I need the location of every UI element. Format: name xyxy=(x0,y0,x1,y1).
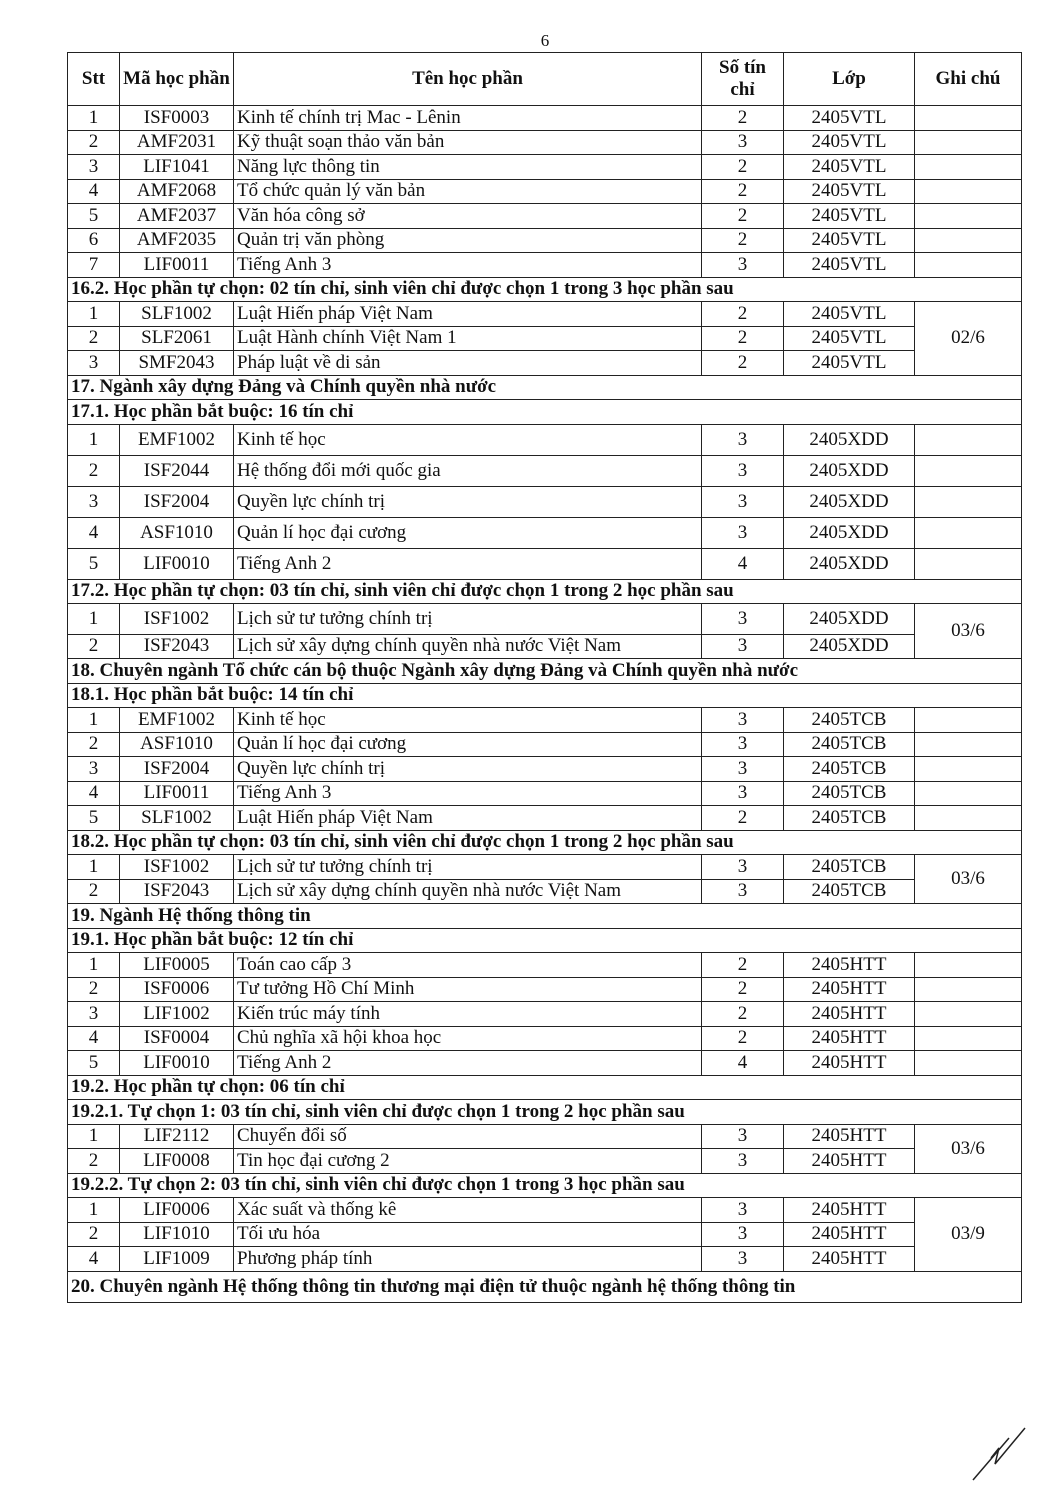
credits-cell: 3 xyxy=(702,1149,784,1174)
page-number: 6 xyxy=(540,31,550,50)
stt-cell: 2 xyxy=(68,634,120,659)
table-row xyxy=(68,204,1022,229)
credits-cell: 3 xyxy=(702,1247,784,1272)
course-name-cell: Lịch sử tư tưởng chính trị xyxy=(234,604,702,635)
course-name-cell: Năng lực thông tin xyxy=(234,155,702,180)
class-cell: 2405VTL xyxy=(784,302,915,327)
course-code-cell: ISF1002 xyxy=(120,604,234,635)
course-code-cell: AMF2031 xyxy=(120,130,234,155)
stt-cell: 3 xyxy=(68,1002,120,1027)
table-row xyxy=(68,1222,1022,1247)
class-cell: 2405HTT xyxy=(784,1198,915,1223)
note-cell xyxy=(915,455,1022,486)
course-code-cell: LIF0011 xyxy=(120,781,234,806)
stt-cell: 1 xyxy=(68,1198,120,1223)
course-name-cell: Quyền lực chính trị xyxy=(234,486,702,517)
stt-cell: 2 xyxy=(68,1149,120,1174)
course-code-cell: ISF2043 xyxy=(120,879,234,904)
table-body xyxy=(68,106,1022,1303)
stt-cell: 3 xyxy=(68,486,120,517)
section-row xyxy=(68,683,1022,708)
credits-cell: 3 xyxy=(702,634,784,659)
section-row xyxy=(68,1075,1022,1100)
table-row xyxy=(68,855,1022,880)
section-row xyxy=(68,830,1022,855)
table-row xyxy=(68,548,1022,579)
stt-cell: 1 xyxy=(68,708,120,733)
table-row xyxy=(68,455,1022,486)
table-row xyxy=(68,977,1022,1002)
stt-cell: 4 xyxy=(68,179,120,204)
class-cell: 2405XDD xyxy=(784,517,915,548)
stt-cell: 4 xyxy=(68,781,120,806)
note-cell xyxy=(915,130,1022,155)
stt-cell: 3 xyxy=(68,757,120,782)
section-title: 18.2. Học phần tự chọn: 03 tín chỉ, sinh viên chỉ được chọn 1 trong 2 học phần sau xyxy=(68,830,1022,855)
course-name-cell: Pháp luật về di sản xyxy=(234,351,702,376)
note-cell xyxy=(915,204,1022,229)
note-cell: 03/6 xyxy=(915,604,1022,659)
table-row xyxy=(68,1051,1022,1076)
header-class: Lớp xyxy=(784,53,915,106)
course-name-cell: Tiếng Anh 2 xyxy=(234,548,702,579)
class-cell: 2405VTL xyxy=(784,155,915,180)
stt-cell: 6 xyxy=(68,228,120,253)
section-row xyxy=(68,904,1022,929)
course-name-cell: Quản lí học đại cương xyxy=(234,732,702,757)
course-code-cell: LIF1041 xyxy=(120,155,234,180)
note-cell xyxy=(915,1026,1022,1051)
credits-cell: 2 xyxy=(702,806,784,831)
credits-cell: 2 xyxy=(702,351,784,376)
course-code-cell: ISF2044 xyxy=(120,455,234,486)
credits-cell: 3 xyxy=(702,517,784,548)
stt-cell: 1 xyxy=(68,604,120,635)
course-name-cell: Kinh tế học xyxy=(234,708,702,733)
table-row xyxy=(68,228,1022,253)
credits-cell: 2 xyxy=(702,155,784,180)
course-name-cell: Kỹ thuật soạn thảo văn bản xyxy=(234,130,702,155)
course-name-cell: Phương pháp tính xyxy=(234,1247,702,1272)
credits-cell: 2 xyxy=(702,977,784,1002)
table-row xyxy=(68,953,1022,978)
credits-cell: 3 xyxy=(702,1222,784,1247)
class-cell: 2405VTL xyxy=(784,106,915,131)
credits-cell: 3 xyxy=(702,455,784,486)
note-cell xyxy=(915,228,1022,253)
class-cell: 2405VTL xyxy=(784,204,915,229)
class-cell: 2405HTT xyxy=(784,1149,915,1174)
stt-cell: 1 xyxy=(68,855,120,880)
table-row xyxy=(68,1198,1022,1223)
table-row xyxy=(68,732,1022,757)
course-name-cell: Kinh tế học xyxy=(234,424,702,455)
class-cell: 2405XDD xyxy=(784,604,915,635)
course-name-cell: Toán cao cấp 3 xyxy=(234,953,702,978)
course-name-cell: Chủ nghĩa xã hội khoa học xyxy=(234,1026,702,1051)
header-note: Ghi chú xyxy=(915,53,1022,106)
section-row xyxy=(68,400,1022,425)
stt-cell: 2 xyxy=(68,879,120,904)
stt-cell: 7 xyxy=(68,253,120,278)
stt-cell: 3 xyxy=(68,155,120,180)
note-cell xyxy=(915,732,1022,757)
class-cell: 2405HTT xyxy=(784,1124,915,1149)
course-code-cell: ISF2004 xyxy=(120,486,234,517)
class-cell: 2405HTT xyxy=(784,1247,915,1272)
course-name-cell: Hệ thống đổi mới quốc gia xyxy=(234,455,702,486)
credits-cell: 2 xyxy=(702,326,784,351)
note-cell: 03/6 xyxy=(915,1124,1022,1173)
class-cell: 2405TCB xyxy=(784,855,915,880)
credits-cell: 3 xyxy=(702,855,784,880)
class-cell: 2405TCB xyxy=(784,708,915,733)
table-row xyxy=(68,155,1022,180)
credits-cell: 3 xyxy=(702,1124,784,1149)
course-name-cell: Xác suất và thống kê xyxy=(234,1198,702,1223)
stt-cell: 1 xyxy=(68,953,120,978)
class-cell: 2405HTT xyxy=(784,1026,915,1051)
table-header-row xyxy=(68,53,1022,106)
table-row xyxy=(68,179,1022,204)
credits-cell: 3 xyxy=(702,732,784,757)
class-cell: 2405HTT xyxy=(784,953,915,978)
signature-mark xyxy=(969,1422,1029,1482)
stt-cell: 1 xyxy=(68,302,120,327)
class-cell: 2405HTT xyxy=(784,1222,915,1247)
credits-cell: 4 xyxy=(702,1051,784,1076)
class-cell: 2405VTL xyxy=(784,253,915,278)
course-code-cell: AMF2037 xyxy=(120,204,234,229)
course-name-cell: Tổ chức quản lý văn bản xyxy=(234,179,702,204)
stt-cell: 4 xyxy=(68,1026,120,1051)
class-cell: 2405HTT xyxy=(784,1051,915,1076)
credits-cell: 3 xyxy=(702,253,784,278)
note-cell xyxy=(915,806,1022,831)
credits-cell: 3 xyxy=(702,424,784,455)
note-cell xyxy=(915,1051,1022,1076)
credits-cell: 3 xyxy=(702,708,784,733)
class-cell: 2405TCB xyxy=(784,757,915,782)
course-code-cell: AMF2035 xyxy=(120,228,234,253)
section-title: 20. Chuyên ngành Hệ thống thông tin thương mại điện tử thuộc ngành hệ thống thông tin xyxy=(68,1271,1022,1302)
section-title: 19.2. Học phần tự chọn: 06 tín chỉ xyxy=(68,1075,1022,1100)
course-name-cell: Tối ưu hóa xyxy=(234,1222,702,1247)
class-cell: 2405HTT xyxy=(784,977,915,1002)
note-cell xyxy=(915,781,1022,806)
stt-cell: 5 xyxy=(68,1051,120,1076)
stt-cell: 2 xyxy=(68,326,120,351)
table-row xyxy=(68,302,1022,327)
credits-cell: 2 xyxy=(702,1026,784,1051)
header-code: Mã học phần xyxy=(120,53,234,106)
table-row xyxy=(68,604,1022,635)
table-row xyxy=(68,1247,1022,1272)
class-cell: 2405TCB xyxy=(784,879,915,904)
course-code-cell: ISF2043 xyxy=(120,634,234,659)
table-row xyxy=(68,486,1022,517)
section-row xyxy=(68,1271,1022,1302)
table-row xyxy=(68,757,1022,782)
section-title: 19. Ngành Hệ thống thông tin xyxy=(68,904,1022,929)
course-code-cell: ISF1002 xyxy=(120,855,234,880)
class-cell: 2405VTL xyxy=(784,351,915,376)
section-title: 19.2.2. Tự chọn 2: 03 tín chỉ, sinh viên chỉ được chọn 1 trong 3 học phần sau xyxy=(68,1173,1022,1198)
credits-cell: 4 xyxy=(702,548,784,579)
stt-cell: 5 xyxy=(68,204,120,229)
note-cell xyxy=(915,253,1022,278)
note-cell xyxy=(915,977,1022,1002)
note-cell xyxy=(915,757,1022,782)
note-cell xyxy=(915,179,1022,204)
credits-cell: 3 xyxy=(702,486,784,517)
course-name-cell: Tiếng Anh 2 xyxy=(234,1051,702,1076)
course-code-cell: ISF2004 xyxy=(120,757,234,782)
table-row xyxy=(68,1149,1022,1174)
table-row xyxy=(68,253,1022,278)
credits-cell: 2 xyxy=(702,302,784,327)
course-code-cell: LIF1002 xyxy=(120,1002,234,1027)
stt-cell: 4 xyxy=(68,1247,120,1272)
course-code-cell: LIF0006 xyxy=(120,1198,234,1223)
note-cell xyxy=(915,424,1022,455)
credits-cell: 3 xyxy=(702,130,784,155)
course-name-cell: Luật Hiến pháp Việt Nam xyxy=(234,806,702,831)
credits-cell: 3 xyxy=(702,604,784,635)
course-code-cell: LIF2112 xyxy=(120,1124,234,1149)
stt-cell: 5 xyxy=(68,806,120,831)
class-cell: 2405VTL xyxy=(784,228,915,253)
class-cell: 2405XDD xyxy=(784,634,915,659)
note-cell xyxy=(915,708,1022,733)
credits-cell: 2 xyxy=(702,953,784,978)
course-name-cell: Văn hóa công sở xyxy=(234,204,702,229)
course-code-cell: ISF0004 xyxy=(120,1026,234,1051)
course-name-cell: Tiếng Anh 3 xyxy=(234,253,702,278)
section-title: 17.2. Học phần tự chọn: 03 tín chỉ, sinh viên chỉ được chọn 1 trong 2 học phần sau xyxy=(68,579,1022,604)
credits-cell: 2 xyxy=(702,1002,784,1027)
course-name-cell: Kinh tế chính trị Mac - Lênin xyxy=(234,106,702,131)
note-cell xyxy=(915,486,1022,517)
section-title: 16.2. Học phần tự chọn: 02 tín chỉ, sinh viên chỉ được chọn 1 trong 3 học phần sau xyxy=(68,277,1022,302)
table-row xyxy=(68,708,1022,733)
stt-cell: 5 xyxy=(68,548,120,579)
note-cell: 03/9 xyxy=(915,1198,1022,1272)
course-code-cell: LIF0011 xyxy=(120,253,234,278)
stt-cell: 1 xyxy=(68,1124,120,1149)
course-name-cell: Chuyển đổi số xyxy=(234,1124,702,1149)
course-code-cell: SLF2061 xyxy=(120,326,234,351)
section-row xyxy=(68,277,1022,302)
course-code-cell: ASF1010 xyxy=(120,732,234,757)
course-code-cell: ISF0006 xyxy=(120,977,234,1002)
course-code-cell: LIF0010 xyxy=(120,548,234,579)
course-code-cell: SMF2043 xyxy=(120,351,234,376)
course-name-cell: Tin học đại cương 2 xyxy=(234,1149,702,1174)
note-cell: 03/6 xyxy=(915,855,1022,904)
note-cell: 02/6 xyxy=(915,302,1022,376)
section-title: 18.1. Học phần bắt buộc: 14 tín chỉ xyxy=(68,683,1022,708)
stt-cell: 3 xyxy=(68,351,120,376)
course-name-cell: Luật Hiến pháp Việt Nam xyxy=(234,302,702,327)
section-row xyxy=(68,1100,1022,1125)
stt-cell: 2 xyxy=(68,977,120,1002)
section-title: 17.1. Học phần bắt buộc: 16 tín chỉ xyxy=(68,400,1022,425)
course-name-cell: Luật Hành chính Việt Nam 1 xyxy=(234,326,702,351)
table-row xyxy=(68,1124,1022,1149)
credits-cell: 2 xyxy=(702,106,784,131)
stt-cell: 2 xyxy=(68,455,120,486)
stt-cell: 4 xyxy=(68,517,120,548)
course-code-cell: EMF1002 xyxy=(120,708,234,733)
course-code-cell: LIF1010 xyxy=(120,1222,234,1247)
course-name-cell: Quyền lực chính trị xyxy=(234,757,702,782)
section-title: 19.2.1. Tự chọn 1: 03 tín chỉ, sinh viên chỉ được chọn 1 trong 2 học phần sau xyxy=(68,1100,1022,1125)
course-name-cell: Quản lí học đại cương xyxy=(234,517,702,548)
section-title: 17. Ngành xây dựng Đảng và Chính quyền nhà nước xyxy=(68,375,1022,400)
course-table xyxy=(67,52,1022,1303)
table-row xyxy=(68,517,1022,548)
section-row xyxy=(68,1173,1022,1198)
course-code-cell: LIF0010 xyxy=(120,1051,234,1076)
table-row xyxy=(68,781,1022,806)
stt-cell: 1 xyxy=(68,424,120,455)
table-row xyxy=(68,351,1022,376)
course-code-cell: LIF0008 xyxy=(120,1149,234,1174)
note-cell xyxy=(915,1002,1022,1027)
course-name-cell: Lịch sử xây dựng chính quyền nhà nước Việt Nam xyxy=(234,879,702,904)
credits-cell: 2 xyxy=(702,228,784,253)
table-row xyxy=(68,130,1022,155)
section-row xyxy=(68,579,1022,604)
course-name-cell: Quản trị văn phòng xyxy=(234,228,702,253)
class-cell: 2405VTL xyxy=(784,179,915,204)
section-row xyxy=(68,928,1022,953)
class-cell: 2405TCB xyxy=(784,781,915,806)
section-title: 18. Chuyên ngành Tổ chức cán bộ thuộc Ngành xây dựng Đảng và Chính quyền nhà nước xyxy=(68,659,1022,684)
class-cell: 2405TCB xyxy=(784,806,915,831)
table-row xyxy=(68,326,1022,351)
course-code-cell: EMF1002 xyxy=(120,424,234,455)
course-code-cell: ISF0003 xyxy=(120,106,234,131)
class-cell: 2405TCB xyxy=(784,732,915,757)
table-row xyxy=(68,1002,1022,1027)
header-name: Tên học phần xyxy=(234,53,702,106)
class-cell: 2405XDD xyxy=(784,455,915,486)
section-row xyxy=(68,375,1022,400)
note-cell xyxy=(915,548,1022,579)
credits-cell: 3 xyxy=(702,1198,784,1223)
credits-cell: 3 xyxy=(702,879,784,904)
credits-cell: 2 xyxy=(702,204,784,229)
table-row xyxy=(68,879,1022,904)
table-row xyxy=(68,806,1022,831)
section-row xyxy=(68,659,1022,684)
stt-cell: 1 xyxy=(68,106,120,131)
course-code-cell: LIF1009 xyxy=(120,1247,234,1272)
table-row xyxy=(68,634,1022,659)
course-name-cell: Lịch sử tư tưởng chính trị xyxy=(234,855,702,880)
stt-cell: 2 xyxy=(68,130,120,155)
credits-cell: 3 xyxy=(702,757,784,782)
note-cell xyxy=(915,517,1022,548)
stt-cell: 2 xyxy=(68,732,120,757)
credits-cell: 3 xyxy=(702,781,784,806)
section-title: 19.1. Học phần bắt buộc: 12 tín chỉ xyxy=(68,928,1022,953)
table-row xyxy=(68,1026,1022,1051)
class-cell: 2405XDD xyxy=(784,548,915,579)
class-cell: 2405VTL xyxy=(784,130,915,155)
credits-cell: 2 xyxy=(702,179,784,204)
class-cell: 2405XDD xyxy=(784,424,915,455)
class-cell: 2405XDD xyxy=(784,486,915,517)
note-cell xyxy=(915,953,1022,978)
stt-cell: 2 xyxy=(68,1222,120,1247)
table-row xyxy=(68,106,1022,131)
table-row xyxy=(68,424,1022,455)
course-code-cell: SLF1002 xyxy=(120,806,234,831)
course-name-cell: Kiến trúc máy tính xyxy=(234,1002,702,1027)
header-stt: Stt xyxy=(68,53,120,106)
course-code-cell: LIF0005 xyxy=(120,953,234,978)
course-name-cell: Tiếng Anh 3 xyxy=(234,781,702,806)
course-code-cell: ASF1010 xyxy=(120,517,234,548)
header-credits: Số tín chỉ xyxy=(702,53,784,106)
note-cell xyxy=(915,106,1022,131)
course-name-cell: Tư tưởng Hồ Chí Minh xyxy=(234,977,702,1002)
note-cell xyxy=(915,155,1022,180)
class-cell: 2405VTL xyxy=(784,326,915,351)
course-name-cell: Lịch sử xây dựng chính quyền nhà nước Việt Nam xyxy=(234,634,702,659)
course-code-cell: SLF1002 xyxy=(120,302,234,327)
class-cell: 2405HTT xyxy=(784,1002,915,1027)
course-code-cell: AMF2068 xyxy=(120,179,234,204)
